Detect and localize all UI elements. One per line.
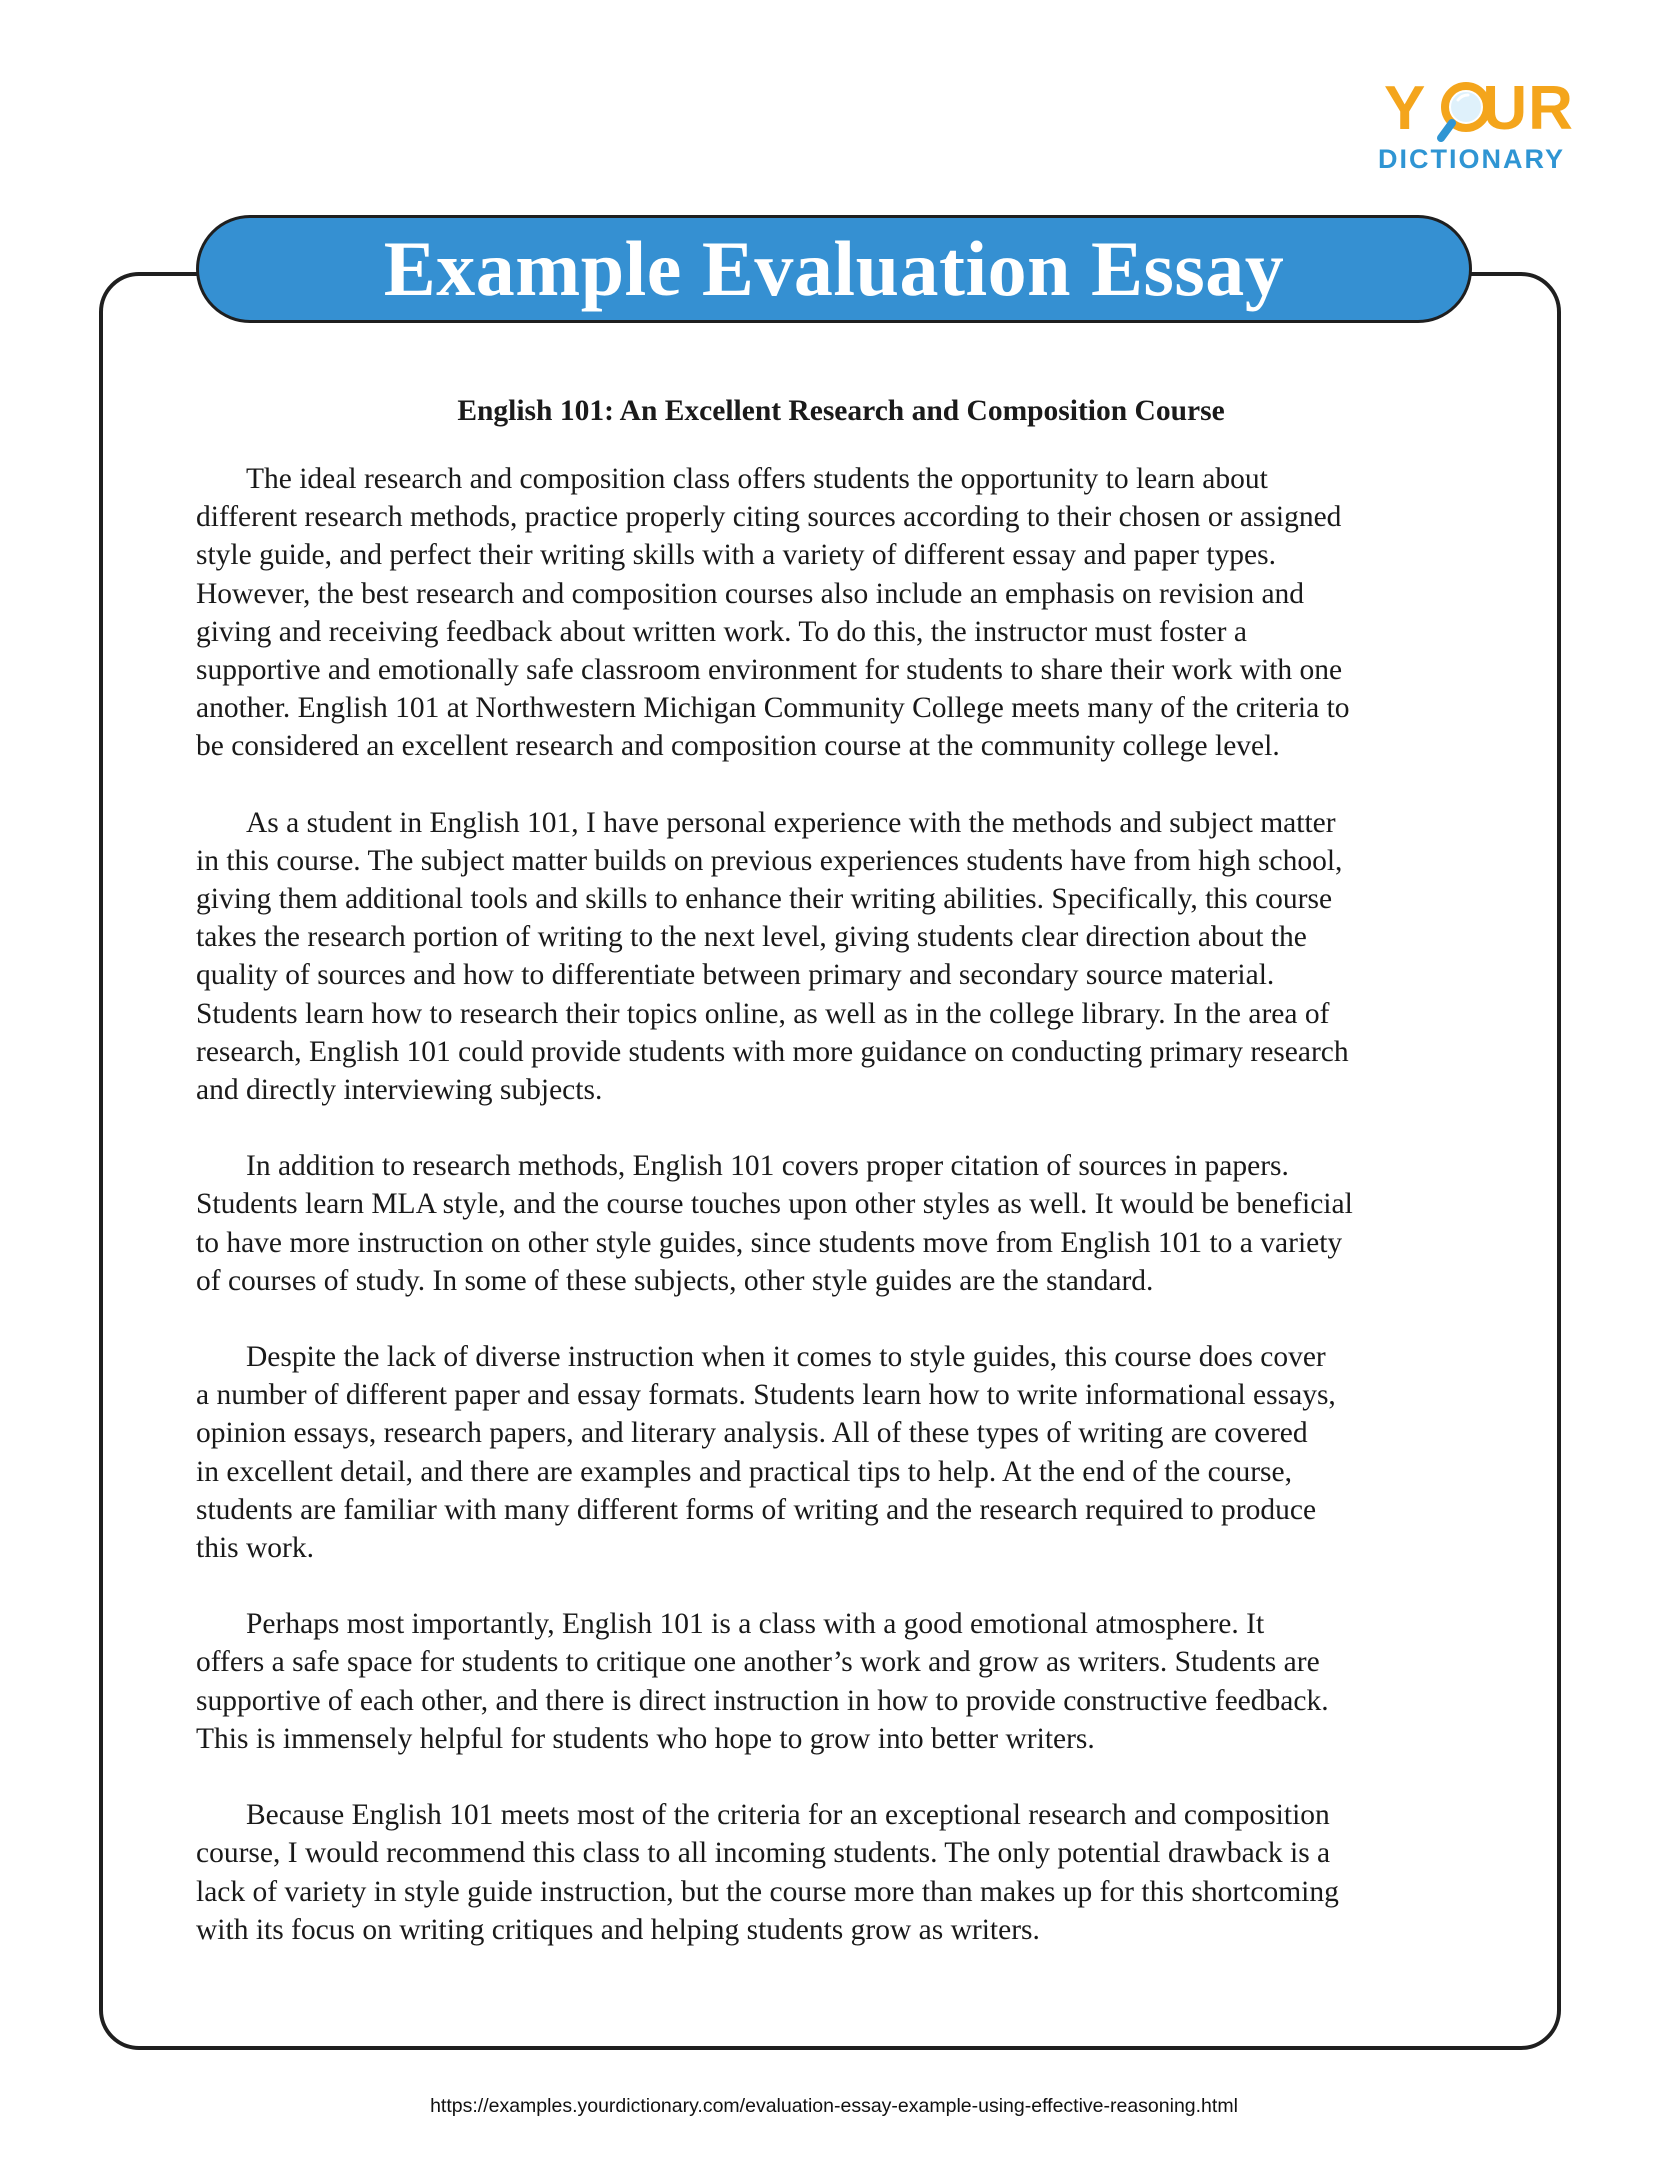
brand-logo[interactable] — [1378, 74, 1583, 178]
paragraph-line: to have more instruction on other style guides, since students move from English 101 to a variety — [196, 1226, 1343, 1259]
paragraph-line: The ideal research and composition class offers students the opportunity to learn about — [246, 463, 1268, 495]
logo-dictionary-text: DICTIONARY — [1378, 144, 1565, 174]
logo-letter-y: Y — [1384, 74, 1427, 143]
paragraph-line: be considered an excellent research and composition course at the community college level. — [196, 730, 1280, 763]
paragraph-line: quality of sources and how to differentiate between primary and secondary source material. — [196, 959, 1275, 992]
essay-paragraph — [196, 1605, 1486, 1758]
essay-paragraph — [196, 460, 1486, 766]
paragraph-line: research, English 101 could provide students with more guidance on conducting primary research — [196, 1035, 1349, 1068]
page-title: Example Evaluation Essay — [383, 225, 1285, 312]
paragraph-line: Students learn how to research their topics online, as well as in the college library. In the area of — [196, 997, 1330, 1030]
paragraph-line: As a student in English 101, I have personal experience with the methods and subject matter — [246, 806, 1336, 839]
paragraph-line: giving and receiving feedback about written work. To do this, the instructor must foster a — [196, 615, 1247, 648]
essay-paragraph — [196, 804, 1486, 1110]
magnifier-icon — [1436, 80, 1498, 150]
paragraph-line: with its focus on writing critiques and helping students grow as writers. — [196, 1913, 1040, 1946]
paragraph-line: style guide, and perfect their writing skills with a variety of different essay and paper types. — [196, 539, 1276, 572]
paragraph-line: Because English 101 meets most of the criteria for an exceptional research and composition — [246, 1799, 1330, 1832]
logo-letters-ur: UR — [1482, 74, 1574, 143]
paragraph-line: In addition to research methods, English 101 covers proper citation of sources in papers. — [246, 1150, 1289, 1183]
title-banner — [196, 215, 1472, 323]
source-url[interactable]: https://examples.yourdictionary.com/evaluation-essay-example-using-effective-reasoning.html — [430, 2095, 1238, 2117]
essay-paragraph — [196, 1796, 1486, 1949]
paragraph-line: Despite the lack of diverse instruction when it comes to style guides, this course does cover — [246, 1341, 1326, 1374]
paragraph-line: supportive of each other, and there is direct instruction in how to provide constructive feedback. — [196, 1684, 1329, 1717]
paragraph-line: in excellent detail, and there are examples and practical tips to help. At the end of the course, — [196, 1455, 1292, 1488]
paragraph-line: However, the best research and composition courses also include an emphasis on revision and — [196, 577, 1305, 610]
paragraph-line: supportive and emotionally safe classroom environment for students to share their work with one — [196, 654, 1343, 687]
essay-paragraph — [196, 1338, 1486, 1567]
paragraph-line: Perhaps most importantly, English 101 is a class with a good emotional atmosphere. It — [246, 1608, 1265, 1641]
paragraph-line: opinion essays, research papers, and literary analysis. All of these types of writing are covered — [196, 1417, 1308, 1450]
paragraph-line: in this course. The subject matter builds on previous experiences students have from high school, — [196, 844, 1343, 877]
paragraph-line: a number of different paper and essay formats. Students learn how to write informational essays, — [196, 1379, 1336, 1412]
paragraph-line: this work. — [196, 1532, 314, 1565]
essay-paragraphs — [196, 460, 1486, 1949]
paragraph-line: students are familiar with many different forms of writing and the research required to produce — [196, 1493, 1317, 1526]
paragraph-line: of courses of study. In some of these subjects, other style guides are the standard. — [196, 1264, 1154, 1297]
paragraph-line: lack of variety in style guide instruction, but the course more than makes up for this shortcoming — [196, 1875, 1339, 1908]
essay-heading: English 101: An Excellent Research and Composition Course — [457, 395, 1225, 427]
essay-paragraph — [196, 1147, 1486, 1300]
paragraph-line: offers a safe space for students to critique one another’s work and grow as writers. Students are — [196, 1646, 1320, 1679]
paragraph-line: another. English 101 at Northwestern Michigan Community College meets many of the criteria to — [196, 692, 1350, 725]
essay-body — [196, 392, 1486, 1987]
paragraph-line: giving them additional tools and skills to enhance their writing abilities. Specifically, this course — [196, 883, 1333, 916]
paragraph-line: Students learn MLA style, and the course touches upon other styles as well. It would be beneficial — [196, 1188, 1353, 1221]
paragraph-line: course, I would recommend this class to all incoming students. The only potential drawback is a — [196, 1837, 1331, 1870]
paragraph-line: different research methods, practice properly citing sources according to their chosen or assigned — [196, 501, 1342, 534]
paragraph-line: and directly interviewing subjects. — [196, 1074, 603, 1107]
paragraph-line: takes the research portion of writing to the next level, giving students clear direction about the — [196, 921, 1307, 954]
paragraph-line: This is immensely helpful for students who hope to grow into better writers. — [196, 1722, 1095, 1755]
